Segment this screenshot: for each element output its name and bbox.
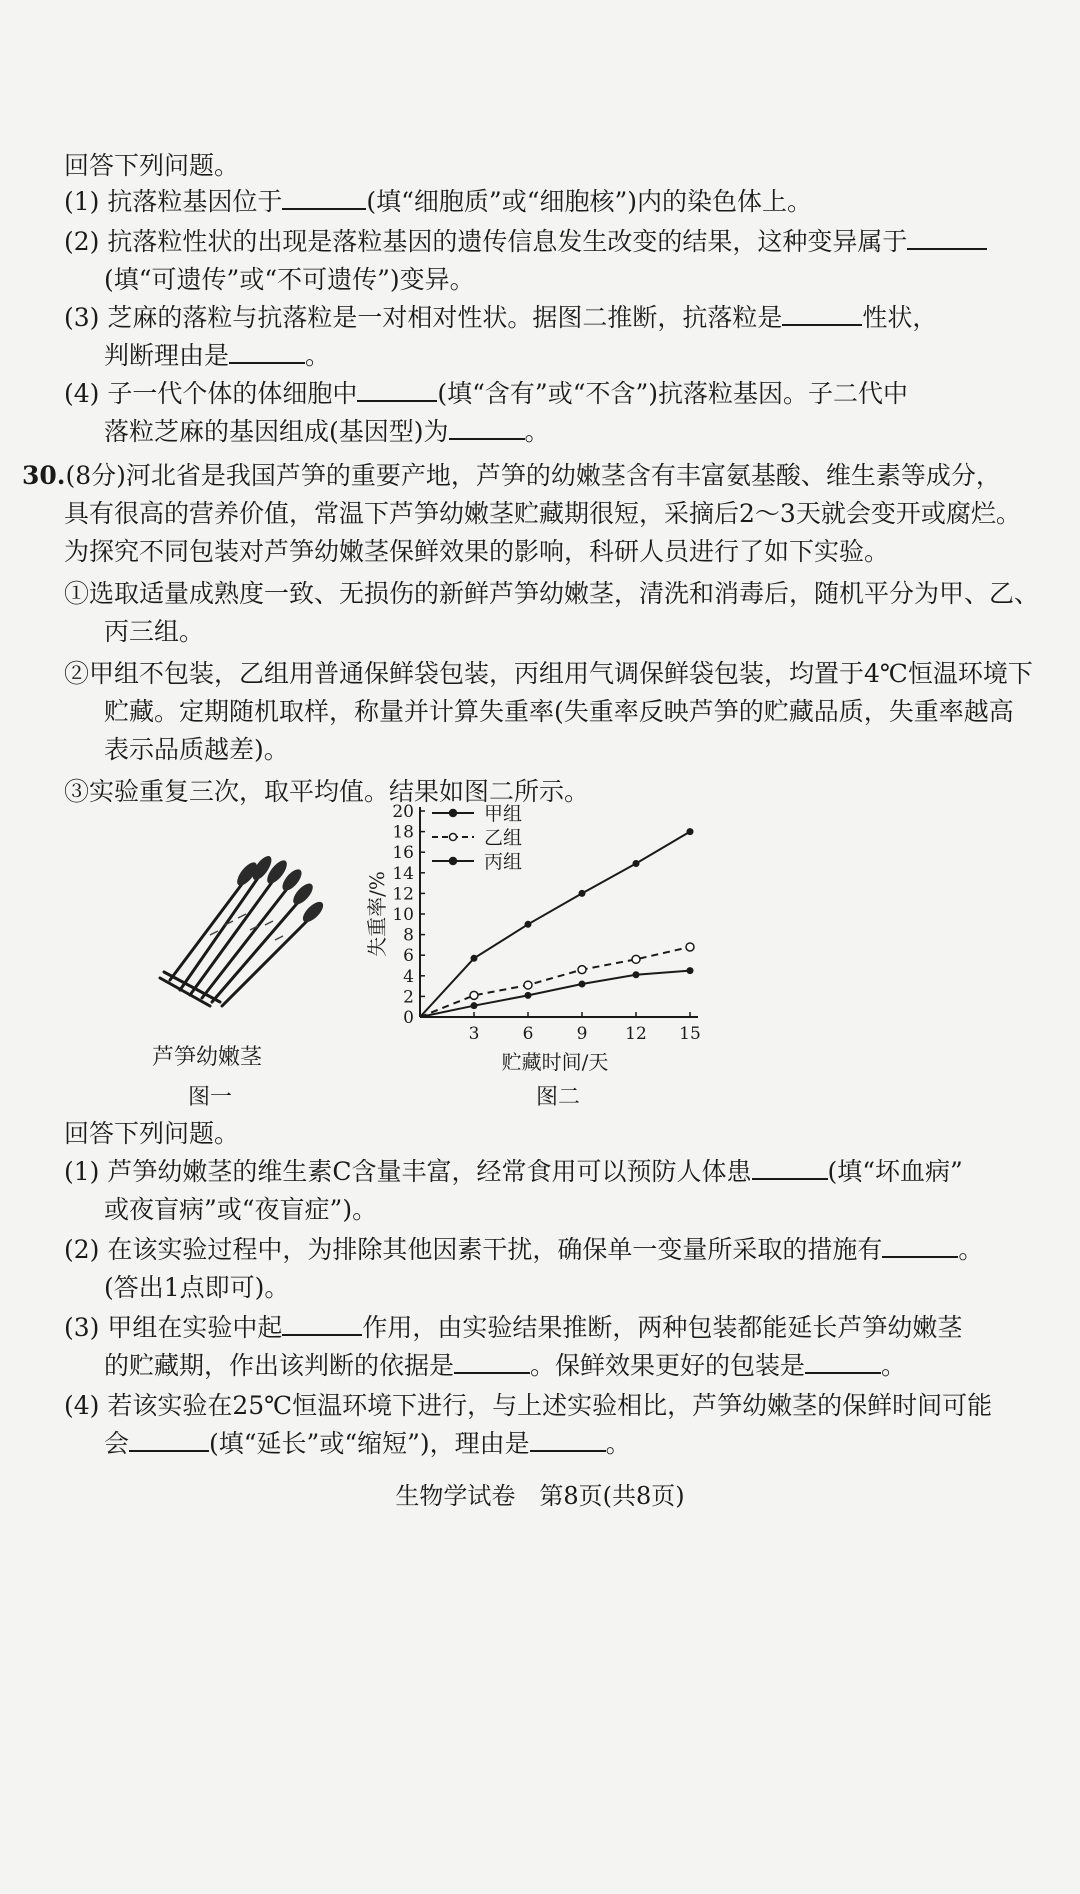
page-footer: 生物学试卷 第8页(共8页) [395,1482,685,1510]
answer-blank[interactable] [782,300,862,326]
figure-1-caption: 芦笋幼嫩茎 [152,1045,263,1070]
answer-blank[interactable] [229,338,305,364]
y-axis-label: 失重率/% [365,871,389,957]
section1-intro: 回答下列问题。 [64,151,240,180]
answer-blank[interactable] [129,1426,209,1452]
q30-step-2-cont2: 表示品质越差)。 [104,735,289,764]
q30-step-2-cont: 贮藏。定期随机取样，称量并计算失重率(失重率反映芦笋的贮藏品质，失重率越高 [104,697,1014,726]
answer-blank[interactable] [907,224,987,250]
data-point [687,967,694,974]
x-tick-label: 6 [522,1024,534,1044]
s2-question-3-cont: 的贮藏期，作出该判断的依据是 。保鲜效果更好的包装是 。 [104,1348,906,1384]
x-axis-label: 贮藏时间/天 [501,1050,609,1074]
legend-label: 乙组 [484,827,523,849]
data-point [633,971,640,978]
data-point [471,1002,478,1009]
s1-question-3-cont: 判断理由是 。 [104,338,330,374]
s2-question-4-cont: 会 (填“延长”或“缩短”)，理由是 。 [104,1426,631,1462]
data-point [632,955,640,963]
answer-blank[interactable] [882,1232,958,1258]
data-point [525,921,532,928]
q30-step-1: ①选取适量成熟度一致、无损伤的新鲜芦笋幼嫩茎，清洗和消毒后，随机平分为甲、乙、 [64,579,1040,608]
figure-1-label: 图一 [188,1085,233,1110]
data-point [686,943,694,951]
s1-question-4: (4) 子一代个体的体细胞中 (填“含有”或“不含”)抗落粒基因。子二代中 [64,376,908,412]
x-tick-label: 3 [468,1024,480,1044]
legend-marker [450,834,457,841]
answer-blank[interactable] [282,1310,362,1336]
q30-step-2: ②甲组不包装，乙组用普通保鲜袋包装，丙组用气调保鲜袋包装，均置于4℃恒温环境下 [64,659,1033,688]
s2-question-2: (2) 在该实验过程中，为排除其他因素干扰，确保单一变量所采取的措施有 。 [64,1232,983,1268]
data-point [633,860,640,867]
answer-blank[interactable] [449,414,525,440]
answer-blank[interactable] [752,1154,828,1180]
s2-question-1: (1) 芦笋幼嫩茎的维生素C含量丰富，经常食用可以预防人体患 (填“坏血病” [64,1154,963,1190]
y-tick-label: 16 [392,843,414,864]
data-point [578,966,586,974]
x-tick-label: 15 [679,1024,701,1044]
data-point [525,992,532,999]
y-tick-label: 4 [403,966,414,987]
data-point [471,955,478,962]
s1-question-2: (2) 抗落粒性状的出现是落粒基因的遗传信息发生改变的结果，这种变异属于 [64,224,987,260]
data-point [524,981,532,989]
s2-question-3: (3) 甲组在实验中起 作用，由实验结果推断，两种包装都能延长芦笋幼嫩茎 [64,1310,962,1346]
data-point [579,981,586,988]
data-point [687,828,694,835]
asparagus-illustration [150,830,370,1030]
answer-blank[interactable] [805,1348,881,1374]
q30-line-1: 30.(8分)河北省是我国芦笋的重要产地，芦笋的幼嫩茎含有丰富氨基酸、维生素等成分， [22,461,1001,490]
y-tick-label: 20 [392,802,414,822]
s1-question-3: (3) 芝麻的落粒与抗落粒是一对相对性状。据图二推断，抗落粒是 性状， [64,300,937,336]
y-tick-label: 14 [392,863,414,884]
y-tick-label: 18 [392,822,414,843]
answer-blank[interactable] [454,1348,530,1374]
q30-step-3: ③实验重复三次，取平均值。结果如图二所示。 [64,777,590,806]
y-tick-label: 8 [403,925,414,946]
y-tick-label: 0 [403,1008,414,1028]
section2-intro: 回答下列问题。 [64,1119,240,1148]
s1-question-4-cont: 落粒芝麻的基因组成(基因型)为 。 [104,414,550,450]
figure-2-label: 图二 [536,1085,581,1110]
s2-question-2-cont: (答出1点即可)。 [104,1273,290,1302]
s2-question-4: (4) 若该实验在25℃恒温环境下进行，与上述实验相比，芦笋幼嫩茎的保鲜时间可能 [64,1391,993,1420]
s1-question-1: (1) 抗落粒基因位于 (填“细胞质”或“细胞核”)内的染色体上。 [64,184,812,220]
q30-line-2: 具有很高的营养价值，常温下芦笋幼嫩茎贮藏期很短，采摘后2～3天就会变开或腐烂。 [64,499,1021,528]
q30-step-1-cont: 丙三组。 [104,617,205,646]
y-tick-label: 12 [392,884,414,905]
series-line-3 [420,971,690,1017]
question-number: 30. [22,461,66,490]
y-tick-label: 10 [392,905,414,925]
x-tick-label: 12 [625,1024,647,1044]
y-tick-label: 2 [403,987,414,1008]
legend-label: 甲组 [484,803,523,825]
answer-blank[interactable] [357,376,437,402]
data-point [470,991,478,999]
answer-blank[interactable] [530,1426,606,1452]
weight-loss-chart [350,795,730,1075]
legend-label: 丙组 [484,851,523,873]
legend-marker [450,858,457,865]
answer-blank[interactable] [282,184,366,210]
data-point [579,890,586,897]
legend-marker [450,810,457,817]
x-tick-label: 9 [576,1024,588,1044]
s2-question-1-cont: 或夜盲病”或“夜盲症”)。 [104,1195,378,1224]
series-line-2 [420,947,690,1017]
s1-question-2-cont: (填“可遗传”或“不可遗传”)变异。 [104,265,475,294]
y-tick-label: 6 [403,946,414,967]
q30-line-3: 为探究不同包装对芦笋幼嫩茎保鲜效果的影响，科研人员进行了如下实验。 [64,537,890,566]
